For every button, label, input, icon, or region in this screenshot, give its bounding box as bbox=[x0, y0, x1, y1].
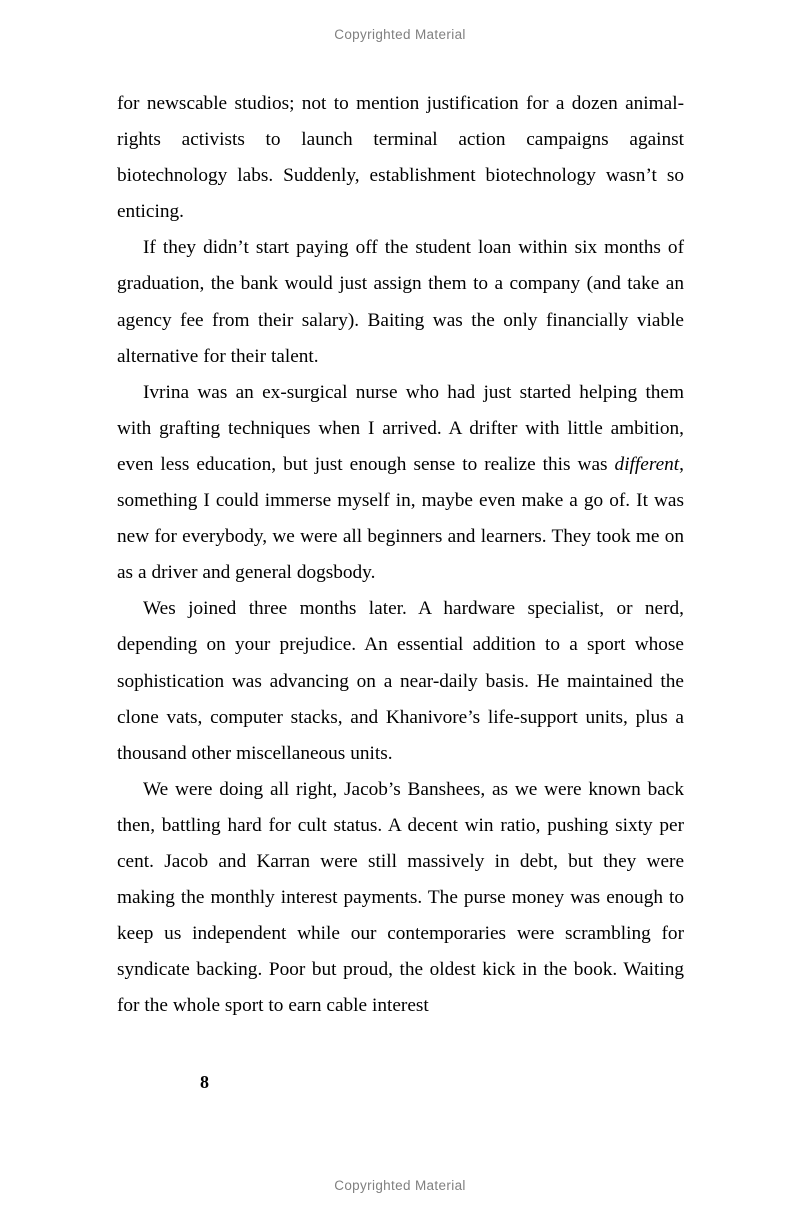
emphasized-word-different: different bbox=[614, 453, 680, 475]
running-head-copyright-notice: Copyrighted Material bbox=[334, 27, 466, 42]
paragraph-1: for newscable studios; not to mention justification for a dozen animal-rights activists to launch terminal action campaigns against biotechnology labs. Suddenly, establishment biotechnology wasn’t so enticing. bbox=[117, 93, 684, 223]
paragraph-5: We were doing all right, Jacob’s Banshees, as we were known back then, battling hard for cult status. A decent win ratio, pushing sixty per cent. Jacob and Karran were still massively in debt, but they were making the monthly interest payments. The purse money was enough to keep us independent while our contemporaries were scrambling for syndicate backing. Poor but proud, the oldest kick in the book. Waiting for the whole sport to earn cable interest bbox=[117, 778, 684, 1017]
body-text-block bbox=[117, 86, 684, 1024]
paragraph-3-text-before-emphasis: Ivrina was an ex-surgical nurse who had just started helping them with grafting techniques when I arrived. A drifter with little ambition, even less education, but just enough sense to realize this was bbox=[117, 381, 684, 475]
page-number-folio: 8 bbox=[200, 1072, 209, 1092]
paragraph-4: Wes joined three months later. A hardware specialist, or nerd, depending on your prejudice. An essential addition to a sport whose sophistication was advancing on a near-daily basis. He maintained the clone vats, computer stacks, and Khanivore’s life-support units, plus a thousand other miscellaneous units. bbox=[117, 598, 684, 764]
paragraph-3 bbox=[117, 375, 684, 592]
paragraph-3-text-after-emphasis: , something I could immerse myself in, maybe even make a go of. It was new for everybody, we were all beginners and learners. They took me on as a driver and general dogsbody. bbox=[117, 453, 684, 584]
paragraph-2: If they didn’t start paying off the student loan within six months of graduation, the bank would just assign them to a company (and take an agency fee from their salary). Baiting was the only financially viable alternative for their talent. bbox=[117, 237, 684, 367]
running-foot-copyright-notice: Copyrighted Material bbox=[334, 1178, 466, 1193]
